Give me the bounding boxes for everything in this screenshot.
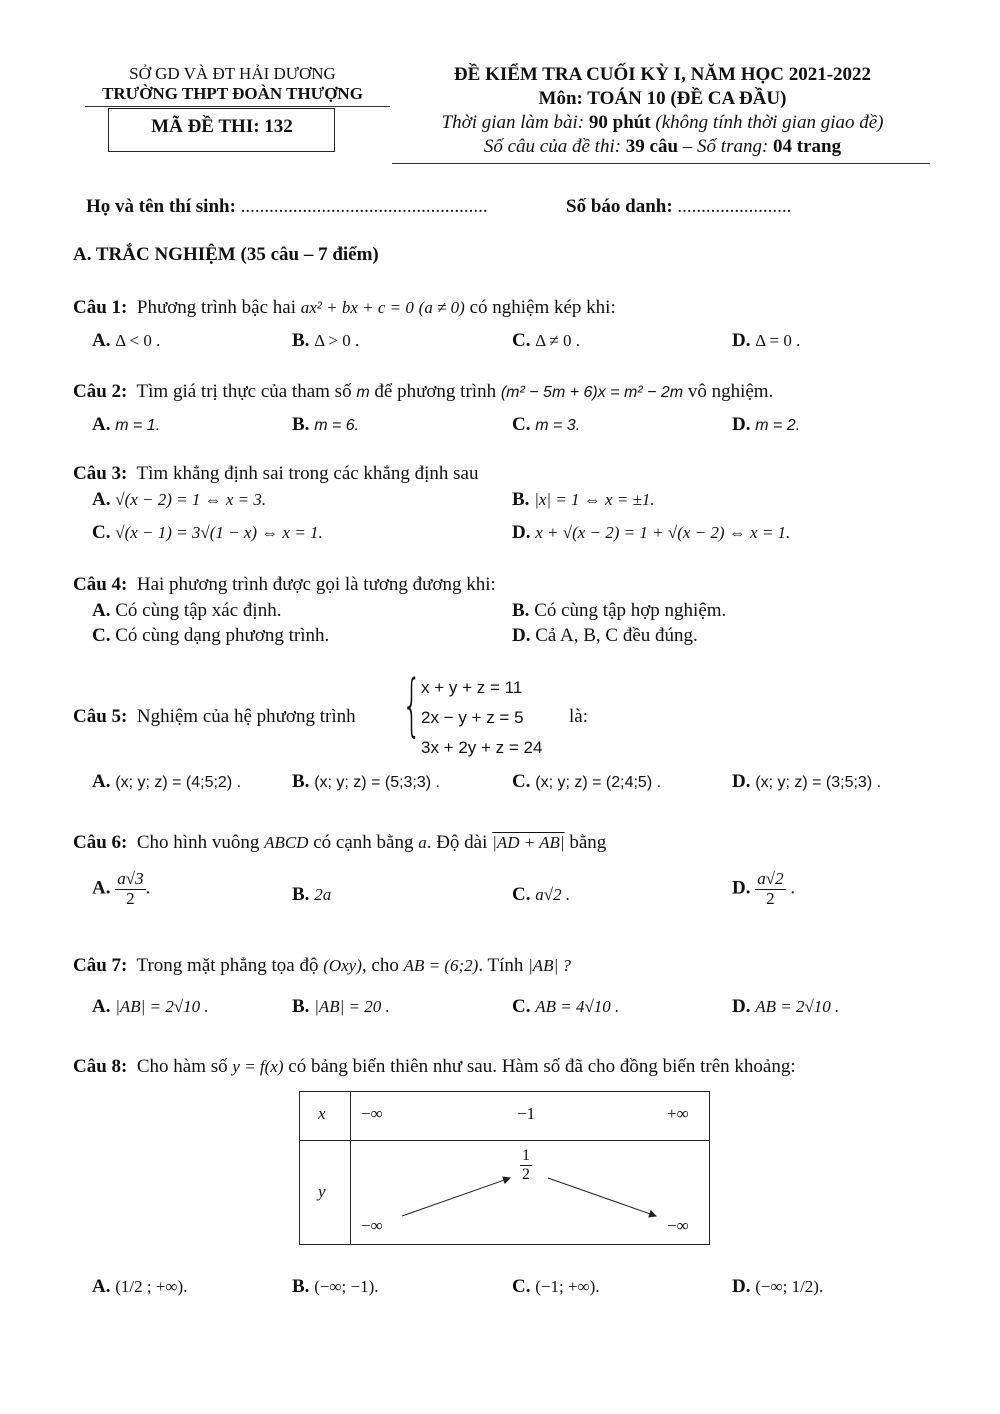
table-y-label: y [318,1182,326,1201]
variation-arrows [300,1141,708,1243]
table-y-left: −∞ [361,1216,383,1235]
student-name-dots: .................................................... [240,196,488,217]
option-letter: A. [92,330,111,351]
q2-option-b[interactable] [292,414,359,436]
fraction [755,870,785,908]
increasing-arrow [402,1178,510,1216]
question-7 [73,955,571,977]
option-text: |AB| = 2√10 . [115,997,209,1016]
duration-label: Thời gian làm bài: [441,112,585,133]
option-letter: A. [92,414,111,435]
school-name: TRƯỜNG THPT ĐOÀN THƯỢNG [102,84,363,103]
option-text: Cả A, B, C đều đúng. [535,625,698,646]
q7-option-b[interactable] [292,996,390,1018]
student-name-label: Họ và tên thí sinh: [86,196,236,217]
numerator: 1 [522,1147,530,1164]
option-letter: C. [92,625,111,646]
question-4 [73,574,496,596]
question-label: Câu 2: [73,381,128,402]
q1-option-d[interactable] [732,330,800,352]
q6-option-b[interactable] [292,884,331,906]
q5-option-c[interactable] [512,771,661,793]
table-x-neg-inf: −∞ [361,1104,383,1123]
option-letter: B. [292,330,310,351]
option-text: √(x − 2) = 1 ⇔ x = 3. [115,490,267,509]
question-label: Câu 4: [73,574,128,595]
option-text: (−1; +∞). [535,1277,600,1296]
exam-code: MÃ ĐỀ THI: 132 [151,116,293,137]
option-letter: C. [92,522,111,543]
shape-name: ABCD [264,833,309,852]
student-id-line [566,196,791,218]
question-text: có cạnh bằng [313,832,414,853]
question-1 [73,297,616,319]
system-eq-3: 3x + 2y + z = 24 [421,738,543,757]
question-5 [73,706,356,728]
numerator: a√2 [757,869,784,888]
option-text: m = 6. [314,417,360,434]
equation: (m² − 5m + 6)x = m² − 2m [500,384,684,401]
q7-option-c[interactable] [512,996,619,1018]
option-letter: D. [732,771,751,792]
question-text: Trong mặt phẳng tọa độ [136,955,319,976]
q8-option-a[interactable] [92,1276,187,1298]
table-x-pos-inf: +∞ [667,1104,689,1123]
count-label: Số câu của đề thi: [483,136,622,157]
duration-note: (không tính thời gian giao đề) [655,112,884,133]
question-text: có bảng biến thiên như sau. Hàm số đã cho đồng biến trên khoảng: [288,1056,796,1077]
q7-option-d[interactable] [732,996,839,1018]
system-eq-1: x + y + z = 11 [421,678,523,697]
option-text: Δ < 0 . [115,331,161,350]
question-text: Cho hình vuông [136,832,260,853]
question-text: Hai phương trình được gọi là tương đương khi: [136,574,496,595]
section-title: A. TRẮC NGHIỆM (35 câu – 7 điểm) [73,244,379,265]
option-text: (x; y; z) = (2;4;5) . [535,774,662,791]
question-text: Phương trình bậc hai [136,297,296,318]
question-text: , cho [361,955,399,976]
q3-option-b[interactable] [512,489,655,511]
q8-option-d[interactable] [732,1276,823,1298]
fraction [115,870,145,908]
option-letter: C. [512,414,531,435]
question-text: . Tính [478,955,524,976]
option-text: Δ = 0 . [755,331,801,350]
question-label: Câu 6: [73,832,128,853]
question-text: để phương trình [374,381,497,402]
option-letter: B. [292,414,310,435]
exam-duration [395,112,930,134]
option-text: m = 3. [535,417,581,434]
question-2 [73,381,773,403]
denominator: 2 [126,888,135,908]
q6-option-d[interactable]: D. $\frac{a√2}{2}$ . [732,869,796,908]
function-name: y = f(x) [232,1057,284,1076]
option-text: 2a [314,885,332,904]
student-name-line [86,196,488,218]
option-text: x + √(x − 2) = 1 + √(x − 2) ⇔ x = 1. [535,523,791,542]
option-letter: D. [732,996,751,1017]
option-letter: C. [512,884,531,905]
q1-option-a[interactable] [92,330,160,352]
option-text: (x; y; z) = (3;5;3) . [755,774,882,791]
exam-title: ĐỀ KIỂM TRA CUỐI KỲ I, NĂM HỌC 2021-2022 [453,64,872,85]
q3-option-c[interactable] [92,522,323,544]
q4-option-b[interactable] [512,600,726,622]
option-letter: B. [512,600,530,621]
question-text: Nghiệm của hệ phương trình [136,706,356,727]
exam-count [395,136,930,158]
question-label: Câu 3: [73,463,128,484]
student-id-dots: ........................ [677,196,792,217]
option-text: (−∞; 1/2). [755,1277,824,1296]
option-letter: D. [732,1276,751,1297]
table-x-critical: −1 [517,1104,536,1123]
option-letter: C. [512,1276,531,1297]
option-letter: D. [732,414,751,435]
option-letter: A. [92,600,111,621]
exam-subject: Môn: TOÁN 10 (ĐỀ CA ĐẦU) [538,88,787,109]
count-value: 39 câu [625,136,679,157]
option-letter: D. [512,522,531,543]
option-text: Có cùng tập hợp nghiệm. [534,600,727,621]
q3-option-d[interactable] [512,522,790,544]
equation: ax² + bx + c = 0 [300,298,414,317]
option-text: a√2 . [535,885,571,904]
q5-option-d[interactable] [732,771,881,793]
question-text: Tìm giá trị thực của tham số [136,381,352,402]
q2-option-c[interactable] [512,414,580,436]
option-text: m = 2. [755,417,801,434]
vector-magnitude: |AB| ? [528,956,571,975]
department-name: SỞ GD VÀ ĐT HẢI DƯƠNG [129,64,336,83]
question-text: vô nghiệm. [687,381,774,402]
denominator: 2 [766,888,775,908]
question-label: Câu 5: [73,706,128,727]
q1-option-c[interactable] [512,330,580,352]
option-letter: B. [512,489,530,510]
option-text: Có cùng dạng phương trình. [115,625,330,646]
option-letter: A. [92,996,111,1017]
pages-value: 04 trang [773,136,842,157]
option-text: AB = 2√10 . [755,997,840,1016]
system-brace: { [402,666,422,745]
option-text: Δ ≠ 0 . [535,331,581,350]
q4-option-d[interactable] [512,625,698,647]
q8-option-c[interactable] [512,1276,600,1298]
condition: (a ≠ 0) [418,298,465,317]
question-label: Câu 1: [73,297,128,318]
side-length: a [418,833,427,852]
option-text: |x| = 1 ⇔ x = ±1. [534,490,655,509]
q8-option-b[interactable] [292,1276,379,1298]
option-letter: C. [512,996,531,1017]
option-text: (1/2 ; +∞). [115,1277,188,1296]
q2-option-a[interactable] [92,414,160,436]
question-text: là: [569,706,588,727]
option-text: √(x − 1) = 3√(1 − x) ⇔ x = 1. [115,523,323,542]
question-text: bằng [569,832,607,853]
option-text: Δ > 0 . [314,331,360,350]
option-letter: B. [292,771,310,792]
header-left-rule [85,106,390,107]
option-letter: D. [732,330,751,351]
coordinate-plane: (Oxy) [323,956,362,975]
option-letter: A. [92,877,111,899]
question-label: Câu 7: [73,955,128,976]
option-text: m = 1. [115,417,161,434]
student-id-label: Số báo danh: [566,196,673,217]
question-text: Tìm khẳng định sai trong các khẳng định sau [136,463,479,484]
option-letter: C. [512,330,531,351]
header-right-rule [392,163,930,164]
question-label: Câu 8: [73,1056,128,1077]
option-letter: A. [92,489,111,510]
option-letter: A. [92,771,111,792]
numerator: a√3 [117,869,144,888]
table-x-label: x [318,1104,326,1123]
option-letter: D. [512,625,531,646]
q6-option-c[interactable] [512,884,570,906]
question-6 [73,832,606,854]
q4-option-c[interactable] [92,625,329,647]
parameter: m [356,384,370,401]
denominator: 2 [522,1165,530,1183]
q5-option-b[interactable] [292,771,440,793]
option-text: |AB| = 20 . [314,997,390,1016]
option-text: (x; y; z) = (4;5;2) . [115,774,242,791]
question-text: . Độ dài [426,832,488,853]
question-3 [73,463,478,485]
option-letter: C. [512,771,531,792]
q2-option-d[interactable] [732,414,800,436]
option-letter: A. [92,1276,111,1297]
decreasing-arrow [548,1178,656,1216]
option-letter: B. [292,884,310,905]
option-text: (x; y; z) = (5;3;3) . [314,774,440,791]
q5-option-a[interactable] [92,771,241,793]
pages-label: – Số trang: [682,136,769,157]
duration-value: 90 phút [588,112,651,133]
option-text: Có cùng tập xác định. [115,600,282,621]
q7-option-a[interactable] [92,996,209,1018]
option-letter: D. [732,877,751,899]
question-text: có nghiệm kép khi: [469,297,616,318]
vector-expression: |AD + AB| [492,833,565,852]
q1-option-b[interactable] [292,330,359,352]
option-text: (−∞; −1). [314,1277,379,1296]
option-text: AB = 4√10 . [535,997,620,1016]
q4-option-a[interactable] [92,600,281,622]
system-eq-2: 2x − y + z = 5 [421,708,524,727]
question-text: Cho hàm số [136,1056,228,1077]
question-8 [73,1056,796,1078]
option-letter: B. [292,1276,310,1297]
q6-option-a[interactable]: A. $\frac{a√3}{2}$ . [92,869,151,908]
vector-value: AB = (6;2) [403,956,479,975]
option-letter: B. [292,996,310,1017]
table-y-right: −∞ [667,1216,689,1235]
q3-option-a[interactable] [92,489,266,511]
